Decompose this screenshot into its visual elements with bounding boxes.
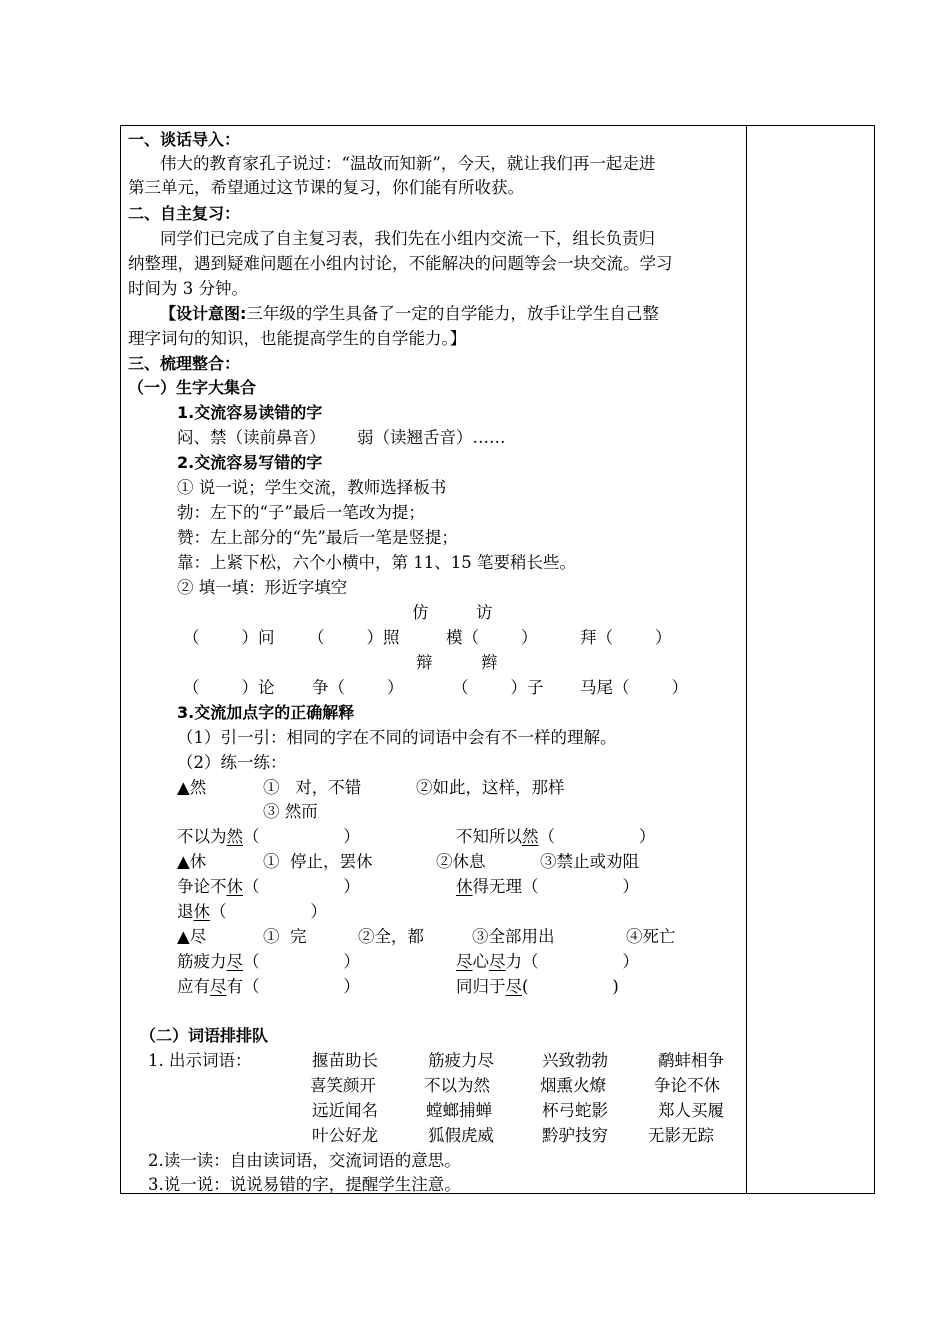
- dotted-char: 尽: [489, 952, 506, 971]
- table-column-divider: [746, 125, 747, 1194]
- char-pair-label: 访: [476, 603, 493, 622]
- fill-blank: 拜（ ）: [580, 628, 672, 647]
- dotted-char: 尽: [226, 952, 243, 971]
- word-text: 同归于: [456, 977, 506, 996]
- dotted-char: 尽: [210, 977, 227, 996]
- word: 黔驴技穷: [542, 1126, 608, 1145]
- dotted-char: 尽: [505, 977, 522, 996]
- meaning: ③ 然而: [263, 802, 318, 821]
- word-text: 退: [177, 902, 194, 921]
- word-blank: [456, 826, 655, 848]
- char-entry-head: ▲然: [177, 778, 207, 797]
- meaning: ① 完: [263, 927, 307, 946]
- meaning: ②如此，这样，那样: [416, 778, 565, 797]
- item-title-2: 2.交流容易写错的字: [177, 453, 323, 472]
- word-text: 应有: [177, 977, 210, 996]
- fill-blank: （ ）子: [452, 678, 544, 697]
- word: 揠苗助长: [312, 1051, 378, 1070]
- blank: （ ）: [243, 827, 360, 846]
- fill-blank: （ ）论: [183, 678, 275, 697]
- item-line: ① 说一说；学生交流，教师选择板书: [177, 478, 447, 497]
- meaning: ④死亡: [626, 927, 676, 946]
- meaning: ① 对，不错: [263, 778, 362, 797]
- word-blank: [456, 951, 639, 973]
- char-pair-label: 仿: [412, 603, 429, 622]
- subsection-heading-1: （一）生字大集合: [128, 378, 257, 397]
- design-intent-text-2: 理字词句的知识，也能提高学生的自学能力。】: [128, 329, 467, 348]
- dotted-char: 然: [226, 827, 243, 846]
- word: 叶公好龙: [312, 1126, 378, 1145]
- blank: 得无理（ ）: [472, 877, 639, 896]
- char-entry-head: ▲尽: [177, 927, 207, 946]
- section-heading-2: 二、自主复习：: [128, 204, 241, 223]
- word-text: 心: [472, 952, 489, 971]
- paragraph: 第三单元，希望通过这节课的复习，你们能有所收获。: [128, 178, 524, 197]
- word: 筋疲力尽: [428, 1051, 494, 1070]
- word: 兴致勃勃: [542, 1051, 608, 1070]
- word-text: 筋疲力: [177, 952, 227, 971]
- blank: （ ）: [538, 827, 656, 846]
- item-line: 勃：左下的“子”最后一笔改为提；: [177, 503, 425, 522]
- section-heading-3: 三、梳理整合：: [128, 354, 241, 373]
- word-text: 不知所以: [456, 827, 522, 846]
- word: 鹬蚌相争: [658, 1051, 724, 1070]
- char-entry-head: ▲休: [177, 852, 207, 871]
- word-text: 不以为: [177, 827, 227, 846]
- dotted-char: 休: [456, 877, 473, 896]
- design-intent: [160, 303, 659, 325]
- char-pair-label: 辫: [481, 653, 498, 672]
- word: 狐假虎威: [428, 1126, 494, 1145]
- blank: （ ）: [243, 877, 360, 896]
- dotted-char: 休: [193, 902, 210, 921]
- item-line: 闷、禁（读前鼻音） 弱（读翘舌音）……: [177, 428, 506, 447]
- meaning: ③禁止或劝阻: [540, 852, 639, 871]
- item-line: 赞：左上部分的“先”最后一笔是竖提；: [177, 528, 458, 547]
- item-title-3: 3.交流加点字的正确解释: [177, 703, 355, 722]
- meaning: ③全部用出: [472, 927, 555, 946]
- subsection-heading-2: （二）词语排排队: [140, 1026, 269, 1045]
- blank: （ ）: [243, 952, 360, 971]
- dotted-char: 然: [522, 827, 539, 846]
- blank: ( ): [522, 977, 619, 996]
- word: 争论不休: [654, 1076, 720, 1095]
- item-line: ② 填一填：形近字填空: [177, 578, 348, 597]
- fill-blank: 模（ ）: [446, 628, 538, 647]
- word: 螳螂捕蝉: [426, 1101, 492, 1120]
- word: 喜笑颜开: [310, 1076, 376, 1095]
- dotted-char: 尽: [456, 952, 473, 971]
- word-list-label: 1. 出示词语：: [148, 1051, 252, 1070]
- design-intent-label: 【设计意图:: [160, 304, 247, 323]
- fill-blank: （ ）照: [308, 628, 400, 647]
- meaning: ① 停止，罢休: [263, 852, 373, 871]
- meaning: ②全，都: [358, 927, 424, 946]
- word: 不以为然: [424, 1076, 490, 1095]
- item-line: （1）引一引：相同的字在不同的词语中会有不一样的理解。: [177, 728, 617, 747]
- blank: （ ）: [210, 902, 327, 921]
- fill-blank: 争（ ）: [312, 678, 404, 697]
- item-line: 靠：上紧下松，六个小横中，第 11、15 笔要稍长些。: [177, 553, 576, 572]
- word-blank: [177, 901, 327, 923]
- section-heading-1: 一、谈话导入：: [128, 130, 241, 149]
- word-blank: [177, 826, 360, 848]
- word-blank: [456, 976, 619, 998]
- word: 无影无踪: [648, 1126, 714, 1145]
- item-line: 3.说一说：说说易错的字，提醒学生注意。: [148, 1175, 461, 1194]
- fill-blank: 马尾（ ）: [580, 678, 688, 697]
- item-line: （2）练一练：: [177, 753, 287, 772]
- fill-blank: （ ）问: [183, 628, 275, 647]
- word-text: 争论不: [177, 877, 227, 896]
- char-pair-label: 辩: [416, 653, 433, 672]
- word-blank: [177, 876, 360, 898]
- paragraph: 同学们已完成了自主复习表，我们先在小组内交流一下，组长负责归: [160, 229, 655, 248]
- word: 远近闻名: [312, 1101, 378, 1120]
- word-blank: [177, 951, 360, 973]
- design-intent-text: 三年级的学生具备了一定的自学能力，放手让学生自己整: [246, 304, 659, 323]
- word-blank: [456, 876, 639, 898]
- blank: 力（ ）: [505, 952, 639, 971]
- blank: 有（ ）: [226, 977, 360, 996]
- paragraph: 时间为 3 分钟。: [128, 279, 248, 298]
- word: 烟熏火燎: [540, 1076, 606, 1095]
- word: 郑人买履: [658, 1101, 724, 1120]
- item-line: 2.读一读：自由读词语，交流词语的意思。: [148, 1151, 461, 1170]
- word-blank: [177, 976, 360, 998]
- meaning: ②休息: [436, 852, 486, 871]
- paragraph: 伟大的教育家孔子说过：“温故而知新”，今天，就让我们再一起走进: [160, 154, 656, 173]
- dotted-char: 休: [226, 877, 243, 896]
- word: 杯弓蛇影: [542, 1101, 608, 1120]
- item-title-1: 1.交流容易读错的字: [177, 403, 323, 422]
- paragraph: 纳整理，遇到疑难问题在小组内讨论，不能解决的问题等会一块交流。学习: [128, 254, 673, 273]
